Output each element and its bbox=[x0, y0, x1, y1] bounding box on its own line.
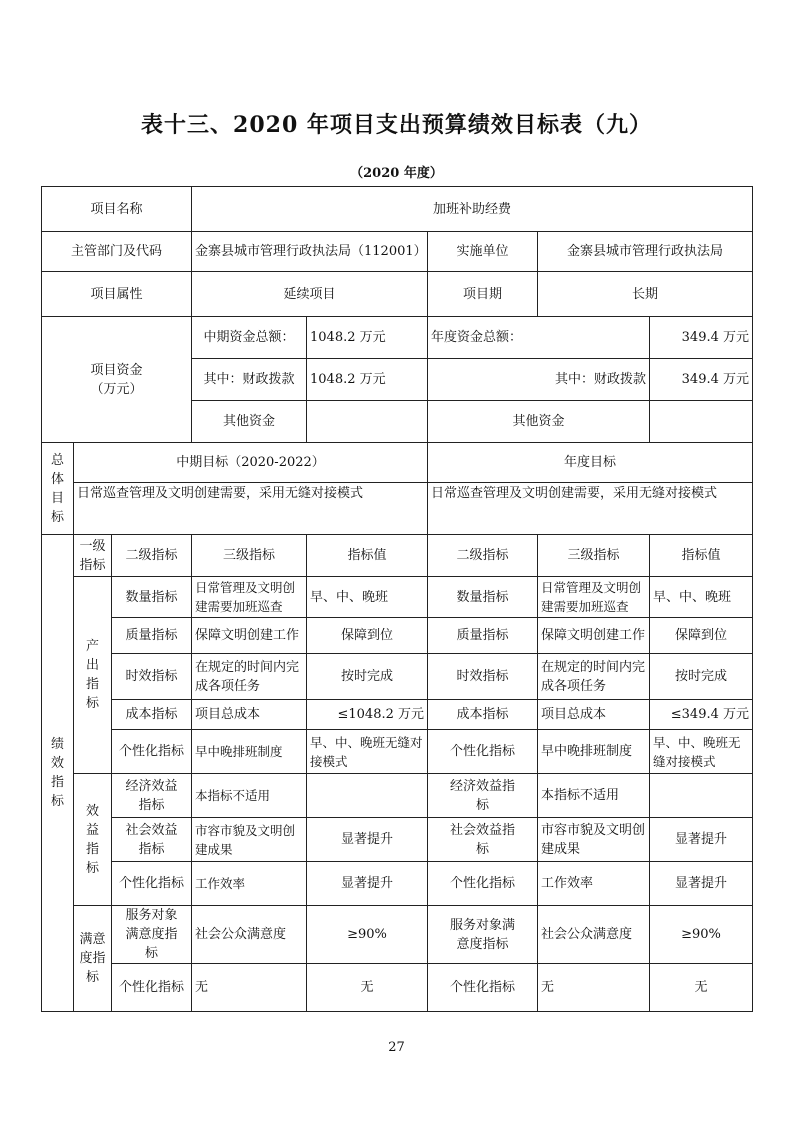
table-row-value: 显著提升 bbox=[307, 862, 428, 906]
table-row-l3b: 市容市貌及文明创建成果 bbox=[538, 818, 650, 862]
impl-unit-value: 金寨县城市管理行政执法局 bbox=[538, 232, 753, 272]
table-row-l2: 社会效益指标 bbox=[112, 818, 192, 862]
table-row-l3: 早中晚排班制度 bbox=[192, 730, 307, 774]
output-indicator-label: 产出指标 bbox=[74, 577, 112, 774]
table-row-value-b: 按时完成 bbox=[650, 654, 753, 700]
performance-indicators-label: 绩效指标 bbox=[42, 535, 74, 1012]
table-row-l2b: 时效指标 bbox=[428, 654, 538, 700]
project-period-label: 项目期 bbox=[428, 272, 538, 317]
mid-other-label: 其他资金 bbox=[192, 401, 307, 443]
mid-other-value bbox=[307, 401, 428, 443]
table-row-value-b: 早、中、晚班 bbox=[650, 577, 753, 618]
table-row-l3b: 早中晚排班制度 bbox=[538, 730, 650, 774]
table-row-value-b: ≥90% bbox=[650, 906, 753, 964]
project-attr-label: 项目属性 bbox=[42, 272, 192, 317]
table-row-l2b: 个性化指标 bbox=[428, 730, 538, 774]
table-row-l2b: 质量指标 bbox=[428, 618, 538, 654]
table-row-l2: 经济效益指标 bbox=[112, 774, 192, 818]
mid-goal-text: 日常巡查管理及文明创建需要，采用无缝对接模式 bbox=[74, 483, 428, 535]
mid-fiscal-label: 其中：财政拨款 bbox=[192, 359, 307, 401]
table-row-value-b: 无 bbox=[650, 964, 753, 1012]
table-row-value: 显著提升 bbox=[307, 818, 428, 862]
fiscal-year-subtitle: （2020 年度） bbox=[350, 166, 443, 181]
table-row-value: 无 bbox=[307, 964, 428, 1012]
table-row-value-b: 显著提升 bbox=[650, 862, 753, 906]
project-name-value: 加班补助经费 bbox=[192, 187, 753, 232]
table-row-l3: 日常管理及文明创建需要加班巡查 bbox=[192, 577, 307, 618]
table-row-value bbox=[307, 774, 428, 818]
table-row-l3: 无 bbox=[192, 964, 307, 1012]
table-row-l2b: 社会效益指标 bbox=[428, 818, 538, 862]
table-row-l3: 社会公众满意度 bbox=[192, 906, 307, 964]
table-row-l3: 在规定的时间内完成各项任务 bbox=[192, 654, 307, 700]
table-row-l2b: 成本指标 bbox=[428, 700, 538, 730]
table-row-l3: 本指标不适用 bbox=[192, 774, 307, 818]
mid-total-label: 中期资金总额： bbox=[192, 317, 307, 359]
table-row-l2b: 服务对象满意度指标 bbox=[428, 906, 538, 964]
table-row-value-b: ≤349.4 万元 bbox=[650, 700, 753, 730]
dept-value: 金寨县城市管理行政执法局（112001） bbox=[192, 232, 428, 272]
overall-goal-label: 总体目标 bbox=[42, 443, 74, 535]
dept-label: 主管部门及代码 bbox=[42, 232, 192, 272]
table-row-value: 早、中、晚班无缝对接模式 bbox=[307, 730, 428, 774]
table-row-l3b: 本指标不适用 bbox=[538, 774, 650, 818]
document-title: 表十三、2020 年项目支出预算绩效目标表（九） bbox=[141, 112, 652, 138]
mid-goal-header: 中期目标（2020-2022） bbox=[74, 443, 428, 483]
table-row-value: 按时完成 bbox=[307, 654, 428, 700]
table-row-value-b: 早、中、晚班无缝对接模式 bbox=[650, 730, 753, 774]
table-row-l2: 数量指标 bbox=[112, 577, 192, 618]
table-row-l3b: 社会公众满意度 bbox=[538, 906, 650, 964]
table-row-l2b: 个性化指标 bbox=[428, 964, 538, 1012]
year-goal-header: 年度目标 bbox=[428, 443, 753, 483]
page-number: 27 bbox=[388, 1040, 405, 1055]
year-fiscal-value: 349.4 万元 bbox=[650, 359, 753, 401]
level3-header-b: 三级指标 bbox=[538, 535, 650, 577]
table-row-l3: 工作效率 bbox=[192, 862, 307, 906]
table-row-l3b: 无 bbox=[538, 964, 650, 1012]
level1-header: 一级指标 bbox=[74, 535, 112, 577]
value-header: 指标值 bbox=[307, 535, 428, 577]
year-other-label: 其他资金 bbox=[428, 401, 650, 443]
table-row-l3: 项目总成本 bbox=[192, 700, 307, 730]
mid-fiscal-value: 1048.2 万元 bbox=[307, 359, 428, 401]
table-row-l2b: 数量指标 bbox=[428, 577, 538, 618]
table-row-l2: 个性化指标 bbox=[112, 862, 192, 906]
level2-header-b: 二级指标 bbox=[428, 535, 538, 577]
benefit-indicator-label: 效益指标 bbox=[74, 774, 112, 906]
table-row-l2: 个性化指标 bbox=[112, 730, 192, 774]
table-row-l3b: 日常管理及文明创建需要加班巡查 bbox=[538, 577, 650, 618]
table-row-l3b: 工作效率 bbox=[538, 862, 650, 906]
level2-header: 二级指标 bbox=[112, 535, 192, 577]
table-row-l3b: 在规定的时间内完成各项任务 bbox=[538, 654, 650, 700]
table-row-l3: 市容市貌及文明创建成果 bbox=[192, 818, 307, 862]
year-fiscal-label: 其中：财政拨款 bbox=[428, 359, 650, 401]
mid-total-value: 1048.2 万元 bbox=[307, 317, 428, 359]
table-row-value: 保障到位 bbox=[307, 618, 428, 654]
table-row-l2: 质量指标 bbox=[112, 618, 192, 654]
table-row-value: 早、中、晚班 bbox=[307, 577, 428, 618]
funds-label: 项目资金（万元） bbox=[42, 317, 192, 443]
table-row-l3b: 保障文明创建工作 bbox=[538, 618, 650, 654]
value-header-b: 指标值 bbox=[650, 535, 753, 577]
level3-header: 三级指标 bbox=[192, 535, 307, 577]
project-name-label: 项目名称 bbox=[42, 187, 192, 232]
table-row-l2: 个性化指标 bbox=[112, 964, 192, 1012]
impl-unit-label: 实施单位 bbox=[428, 232, 538, 272]
table-row-value-b: 显著提升 bbox=[650, 818, 753, 862]
table-row-value-b bbox=[650, 774, 753, 818]
performance-target-table bbox=[41, 186, 753, 1012]
year-goal-text: 日常巡查管理及文明创建需要，采用无缝对接模式 bbox=[428, 483, 753, 535]
year-total-value: 349.4 万元 bbox=[650, 317, 753, 359]
table-row-l2: 成本指标 bbox=[112, 700, 192, 730]
table-row-l2b: 经济效益指标 bbox=[428, 774, 538, 818]
table-row-l2: 服务对象满意度指标 bbox=[112, 906, 192, 964]
table-row-l2: 时效指标 bbox=[112, 654, 192, 700]
table-row-l3b: 项目总成本 bbox=[538, 700, 650, 730]
satisfaction-indicator-label: 满意度指标 bbox=[74, 906, 112, 1012]
table-row-l2b: 个性化指标 bbox=[428, 862, 538, 906]
table-row-value-b: 保障到位 bbox=[650, 618, 753, 654]
table-row-value: ≥90% bbox=[307, 906, 428, 964]
project-attr-value: 延续项目 bbox=[192, 272, 428, 317]
year-total-label: 年度资金总额： bbox=[428, 317, 650, 359]
project-period-value: 长期 bbox=[538, 272, 753, 317]
table-row-value: ≤1048.2 万元 bbox=[307, 700, 428, 730]
table-row-l3: 保障文明创建工作 bbox=[192, 618, 307, 654]
year-other-value bbox=[650, 401, 753, 443]
